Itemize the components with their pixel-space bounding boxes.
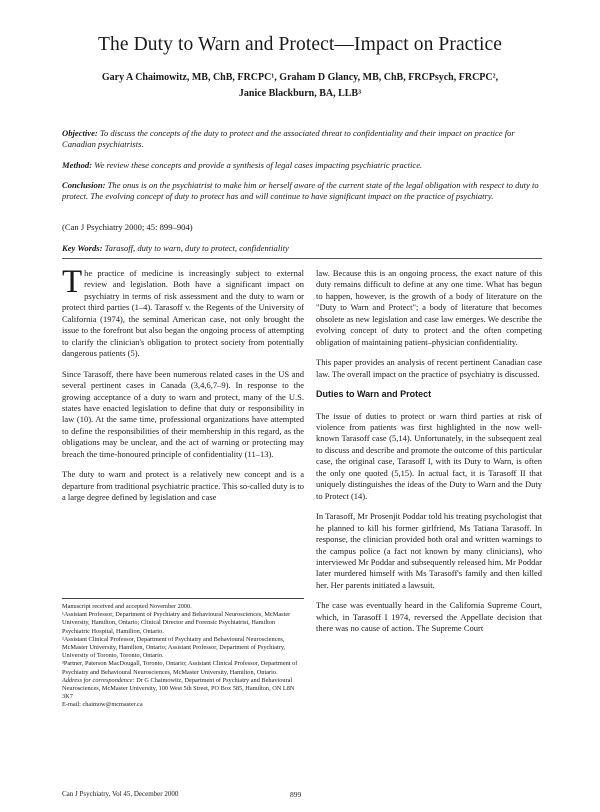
intro-text: he practice of medicine is increasingly subject to external review and legislation. Both have a significant impact on psychiatry in terms of risk assessment and the duty to warn or protect third parties (1–4). Tarasoff v. the Regents of the University of California (1974), the seminal American case, not only brought the issue to the forefront but also began the ongoing process of attempting to clarify the clinician's obligation to protect society from potentially dangerous patients (5).	[62, 268, 304, 359]
author-line-2: Janice Blackburn, BA, LLB³	[238, 88, 362, 99]
left-column	[62, 264, 305, 513]
left-paragraph-2: Since Tarasoff, there have been numerous related cases in the US and several pertinent cases in Canada (3,4,6,7–9). In response to the growing acceptance of a duty to warn and protect, many of the U.S. states have enacted legislation to define that duty or responsibility in law (10). At the same time, professional organizations have attempted to define the responsibilities of their membership in this regard, as the obligations may be unclear, and the act of warning or protecting may breach the time-honoured principle of confidentiality (11–13).	[62, 368, 304, 459]
conclusion-text: The onus is on the psychiatrist to make him or herself aware of the current state of the legal obligation with respect to duty to protect. The evolving concept of duty to protect has and will continue to have significant impact on the practice of psychiatry.	[62, 180, 539, 201]
author-list	[40, 70, 560, 102]
drop-cap: T	[62, 264, 83, 300]
citation: (Can J Psychiatry 2000; 45: 899–904)	[62, 222, 193, 232]
method-label: Method:	[62, 160, 93, 170]
left-paragraph-3: The duty to warn and protect is a relatively new concept and is a departure from traditional psychiatric practice. This so-called duty is to a large degree defined by legislation and case	[62, 469, 305, 503]
abstract-objective	[62, 128, 542, 150]
correspondence-label: Address for correspondence:	[62, 676, 135, 684]
author-line-1: Gary A Chaimowitz, MB, ChB, FRCPC¹, Graham D Glancy, MB, ChB, FRCPsych, FRCPC²,	[101, 72, 499, 83]
abstract-conclusion	[62, 180, 542, 202]
right-paragraph-5: The case was eventually heard in the California Supreme Court, which, in Tarasoff I 1974, reversed the Appellate decision that there was no cause of action. The Supreme Court	[316, 600, 542, 634]
right-paragraph-3: The issue of duties to protect or warn third parties at risk of violence from patients was first highlighted in the now well-known Tarasoff case (5,14). Unfortunately, in the subsequent zeal to discuss and describe and promote the outcome of this particular case, the original case, Tarasoff I, with its Duty to Warn, is often the only one quoted (5,15). In actual fact, it is Tarasoff II that uniquely distinguishes the ideas of the Duty to Warn and the Duty to Protect (14).	[316, 410, 542, 501]
correspondence	[62, 677, 304, 702]
intro-paragraph	[62, 264, 304, 360]
journal-footer: Can J Psychiatry, Vol 45, December 2000	[62, 790, 179, 798]
footnote-2: ²Assistant Clinical Professor, Department of Psychiatry and Behavioural Neurosciences, McMaster University, Hamilton, Ontario; Assistant Professor, Department of Psychiatry, University of Toronto, Toronto, Ontario.	[62, 635, 286, 660]
right-paragraph-2: This paper provides an analysis of recent pertinent Canadian case law. The overall impact on the practice of psychiatry is discussed.	[316, 357, 542, 379]
right-paragraph-4: In Tarasoff, Mr Prosenjit Poddar told his treating psychologist that he planned to kill his former girlfriend, Ms Tatiana Tarasoff. In response, the clinician provided both oral and written warnings to the campus police (a fact not known by many clinicians), who interviewed Mr Poddar and subsequently released him. Mr Poddar later murdered himself with Ms Tarasoff's family and then killed her. Her parents initiated a lawsuit.	[316, 511, 542, 590]
received-note: Manuscript received and accepted November 2000.	[62, 603, 192, 610]
keywords-label: Key Words:	[62, 243, 103, 253]
conclusion-label: Conclusion:	[62, 180, 106, 190]
keywords	[62, 243, 542, 254]
objective-label: Objective:	[62, 128, 98, 138]
page-number: 899	[290, 790, 302, 799]
right-column	[316, 268, 542, 644]
right-paragraph-1: law. Because this is an ongoing process, the exact nature of this duty remains difficult to define at any one time. What has begun to happen, however, is the growth of a body of literature on the "Duty to Warn and Protect"; a body of literature that becomes obsolete as new legislation and case law emerges. We describe the evolving concept of duty to protect and the often competing obligation of maintaining patient–physician confidentiality.	[316, 268, 542, 347]
footnotes	[62, 603, 304, 710]
paper-title: The Duty to Warn and Protect—Impact on Practice	[97, 34, 503, 55]
abstract-divider	[62, 258, 542, 259]
footnote-divider	[62, 598, 304, 599]
correspondence-text: Dr G Chaimowitz, Department of Psychiatry and Behavioural Neurosciences, McMaster University, 100 West 5th Street, PO Box 585, Hamilton, ON L8N 3K7	[62, 676, 295, 701]
email-note: E-mail: chaimow@mcmaster.ca	[62, 701, 143, 709]
objective-text: To discuss the concepts of the duty to protect and the associated threat to confidentiality and their impact on practice for Canadian psychiatrists.	[62, 128, 515, 149]
section-heading: Duties to Warn and Protect	[316, 389, 432, 400]
keywords-text: Tarasoff, duty to warn, duty to protect, confidentiality	[104, 243, 289, 253]
footnote-3: ³Partner, Paterson MacDougall, Toronto, Ontario; Assistant Clinical Professor, Department of Psychiatry and Behavioural Neurosciences, McMaster University, Hamilton, Ontario.	[62, 660, 298, 676]
footnote-1: ¹Assistant Professor, Department of Psychiatry and Behavioural Neurosciences, McMaster University, Hamilton, Ontario; Clinical Director and Forensic Psychiatrist, Hamilton Psychiatric Hospital, Hamilton, Ontario.	[62, 611, 291, 635]
abstract-method	[62, 160, 542, 171]
method-text: We review these concepts and provide a synthesis of legal cases impacting psychiatric practice.	[94, 160, 423, 170]
